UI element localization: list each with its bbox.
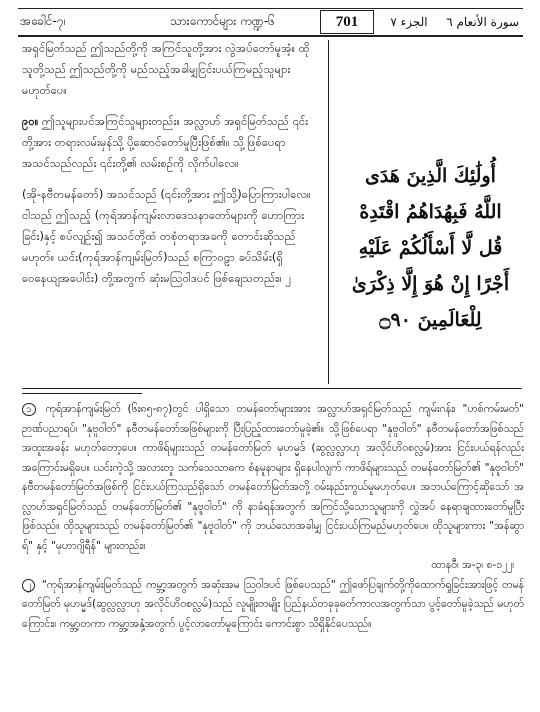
page-number: 701 [320, 10, 374, 34]
footnote-rule [22, 393, 142, 394]
translation-para-2-text: ဤသူများပင်အကြင်သူများတည်း။ အလ္လာဟ် အရှင်မြတ်သည် ၎င်းတို့အား တရားလမ်းမှန်သို့ ပို့ဆောင်တော်မူပြီးဖြစ်၏။ သို့ဖြစ်ပေရာ အသင်သည်လည်း ၎င်းတို့၏ လမ်းစဉ်ကို လိုက်ပါလေ။ [22, 114, 309, 170]
arabic-column [338, 40, 523, 384]
header-juz: الجزء ٧ [390, 15, 428, 29]
translation-para-3: (အို-နဗီတမန်တော်) အသင်သည် (၎င်းတို့အား ဤသို့)ပြောကြားပါလေ။ ငါသည် ဤသည့် (ကုရ်အာန်ကျမ်းလာဒေသနာတော်များကို ဟောကြားခြင်း)နှင့် စပ်လျဉ်း၍ အသင်တို့ထံ တစုံတရာအခကို တောင်းဆိုသည်မဟုတ်။ ယင်း(ကုရ်အာန်ကျမ်းမြတ်)သည် စကြာဝဠာ ခပ်သိမ်း(ရှိ ဝေနေယျအပေါင်း) တို့အတွက် ဆုံးမသြဝါဒပင် ဖြစ်ချေသတည်း။ ၂ [22, 187, 311, 285]
verse-number: ၉၀။ [22, 114, 39, 128]
header-section: သားကောင်များ ကဏ္ဍ-၆ [170, 14, 275, 28]
arabic-line-1: أُولَٰئِكَ الَّذِينَ هَدَى [365, 165, 496, 187]
page-header [18, 8, 523, 37]
footnote-separator [22, 388, 522, 389]
translation-para-2 [22, 111, 312, 174]
footnote-1-reference: ထာနဝီ၊ အ-၃၊ စ-၁၂၂၊ [431, 559, 514, 571]
footnote-1-text: ကုရ်အာန်ကျမ်းမြတ် (၆း၈၅-၈၇)တွင် ပါရှိသော တမန်တော်များအား အလ္လာဟ်အရှင်မြတ်သည် ကျမ်းဂန်း၊ "ဟစ်ကမ်းမတ်" ဉာဏ်ပညာရပ်၊ "နုဗူဝါတ်" နဗီတမန်တော်အဖြစ်များကို ပြီးပြည့်ထားတော်မူခဲ့၏။ သို့ဖြစ်ပေရာ "နုဗူဝါတ်" နဗီတမန်တော်အဖြစ်သည် အထူးအခန်း မဟုတ်တော့ပေ။ ကာဖိရ်များသည် တမန်တော်မြတ် မုဟမ္မဒ် (ဆွလ္လလ္လာဟု အလိုင်ဟိဝစလ္လမ်)အား ငြင်းပယ်ရန်လည်း အကြောင်းမရှိပေ။ ယင်းကဲ့သို့ အလားတူ သက်သေသာဓက စံနမူနာများ ရှိနေပါလျက် ကာဖိရ်များသည် တမန်တော်မြတ်၏ "နုဗူဝါတ်" နဗီတမန်တော်မြတ်အဖြစ်ကို ငြင်းပယ်ကြသည်ရှိသော် တမန်တော်မြတ်အတို့ ဝမ်းနည်းကွယ်မှုမဟုတ်ပေ။ အဘယ်ကြောင့်ဆိုသော် အလ္လာဟ်အရှင်မြတ်သည် တမန်တော်မြတ်၏ "နုဗူဝါတ်" ကို နာခံရန်အတွက် အကြင်သို့သောသူများကို လွှဲအပ် နေရာချထားတော်မူပြီးဖြစ်သည်။ ထိုသူများသည် တမန်တော်မြတ်၏ "နုဗူဝါတ်" ကို ဘယ်သောအခါမျှ ငြင်းပယ်ကြမည်မဟုတ်ပေ။ ထိုသူများကား "အန်ဆွာရ်" နှင့် "မုဟာဂျိရီန်" များတည်း။ [22, 403, 524, 552]
footnote-2-marker: ၂ [22, 579, 35, 592]
footnote-2-text: "ကုရ်အာန်ကျမ်းမြတ်သည် ကမ္ဘာ့အတွက် အဆုံးအမ သြဝါဒပင် ဖြစ်ပေသည်" ဤဖော်ပြချက်တို့ကိုထောက်ရှုခြင်းအားဖြင့် တမန်တော်မြတ် မုဟမ္မဒ်(ဆွလ္လလ္လာဟု အလိုင်ဟိဝစလ္လမ်)သည် လူမျိုးတမျိုး ပြည်နယ်တခုခုဓတ်ကာလအတွက်သာ ပွင့်တော်မူခဲ့သည် မဟုတ်ကြောင်း။ ကမ္ဘာ့တကာ ကမ္ဘာ့အနှံ့အတွက် ပွင့်လာတော်မူကြောင်း ကောင်းစွာ သိရှိနိုင်ပေသည်။ [22, 578, 524, 630]
footnotes [22, 400, 524, 634]
footnote-2 [22, 576, 524, 635]
arabic-line-3: قُل لَّا أَسْأَلُكُمْ عَلَيْهِ [358, 237, 503, 259]
footnote-1 [22, 400, 524, 556]
header-chapter: အခေါင်-၇၊ [20, 14, 66, 28]
translation-column [22, 38, 312, 299]
arabic-line-5: لِلْعَالَمِينَ ۝٩٠ [379, 309, 482, 331]
translation-para-1: အရှင်မြတ်သည် ဤသည်တို့ကို အကြင်သူတို့အား လွဲအပ်တော်မူအံ့။ ထိုသူတို့သည် ဤသည်တို့ကို မည်သည့်အခါမျှငြင်းပယ်ကြမည့်သူများမဟုတ်ပေ။ [22, 41, 310, 97]
header-sura: سورة الأنعام ٦ [446, 15, 519, 29]
column-divider [328, 40, 329, 384]
arabic-line-2: اللَّهُ فَبِهُدَاهُمُ اقْتَدِهْ [359, 201, 502, 223]
footnote-1-marker: ၁ [22, 403, 36, 416]
arabic-line-4: أَجْرًا إِنْ هُوَ إِلَّا ذِكْرَىٰ [351, 273, 510, 295]
arabic-verse [338, 158, 523, 338]
